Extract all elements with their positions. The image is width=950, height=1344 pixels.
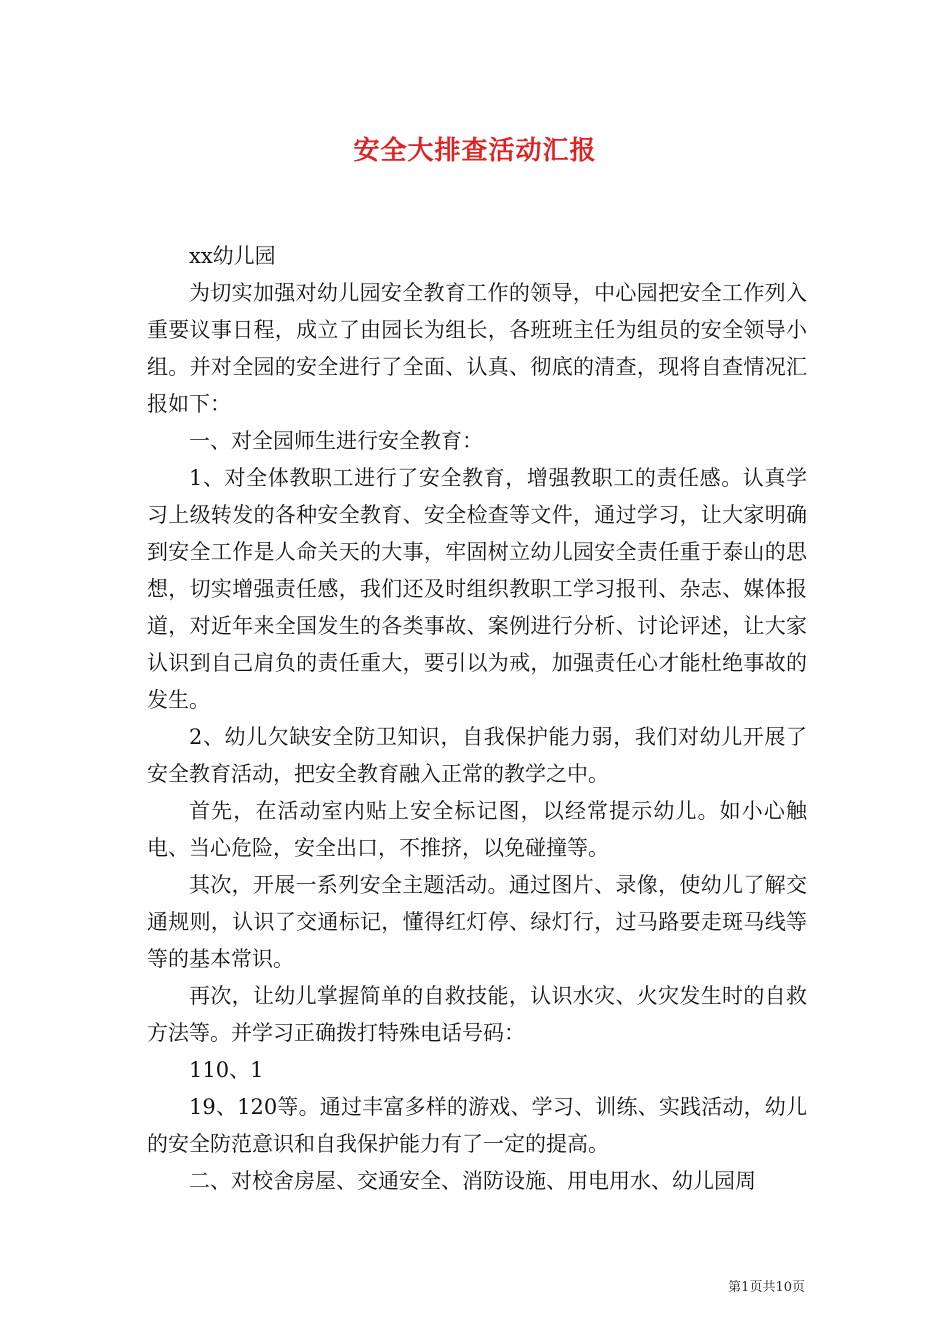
document-body [147, 238, 807, 1200]
section-heading-2: 二、对校舍房屋、交通安全、消防设施、用电用水、幼儿园周 [189, 1169, 756, 1193]
paragraph-item-2: 2、幼儿欠缺安全防卫知识，自我保护能力弱，我们对幼儿开展了安全教育活动，把安全教育融入正常的教学之中。 [147, 725, 807, 786]
paragraph-phone-numbers-a: 110、1 [189, 1058, 264, 1082]
document-title: 安全大排查活动汇报 [353, 136, 597, 166]
paragraph-first: 首先，在活动室内贴上安全标记图，以经常提示幼儿。如小心触电、当心危险，安全出口，不推挤，以免碰撞等。 [147, 799, 807, 860]
paragraph-third: 再次，让幼儿掌握简单的自救技能，认识水灾、火灾发生时的自救方法等。并学习正确拨打特殊电话号码： [147, 984, 807, 1045]
paragraph-item-1: 1、对全体教职工进行了安全教育，增强教职工的责任感。认真学习上级转发的各种安全教育、安全检查等文件，通过学习，让大家明确到安全工作是人命关天的大事，牢固树立幼儿园安全责任重于泰山的思想，切实增强责任感，我们还及时组织教职工学习报刊、杂志、媒体报道，对近年来全国发生的各类事故、案例进行分析、讨论评述，让大家认识到自己肩负的责任重大，要引以为戒，加强责任心才能杜绝事故的发生。 [147, 466, 807, 712]
organization-name: xx幼儿园 [189, 244, 276, 268]
intro-paragraph: 为切实加强对幼儿园安全教育工作的领导，中心园把安全工作列入重要议事日程，成立了由园长为组长，各班班主任为组员的安全领导小组。并对全园的安全进行了全面、认真、彻底的清查，现将自查情况汇报如下： [147, 281, 807, 416]
paragraph-second: 其次，开展一系列安全主题活动。通过图片、录像，使幼儿了解交通规则，认识了交通标记，懂得红灯停、绿灯行，过马路要走斑马线等等的基本常识。 [147, 873, 807, 971]
paragraph-phone-numbers-b: 19、120等。通过丰富多样的游戏、学习、训练、实践活动，幼儿的安全防范意识和自我保护能力有了一定的提高。 [147, 1095, 807, 1156]
section-heading-1: 一、对全园师生进行安全教育： [189, 429, 483, 453]
page-number: 第1页共10页 [728, 1280, 805, 1295]
